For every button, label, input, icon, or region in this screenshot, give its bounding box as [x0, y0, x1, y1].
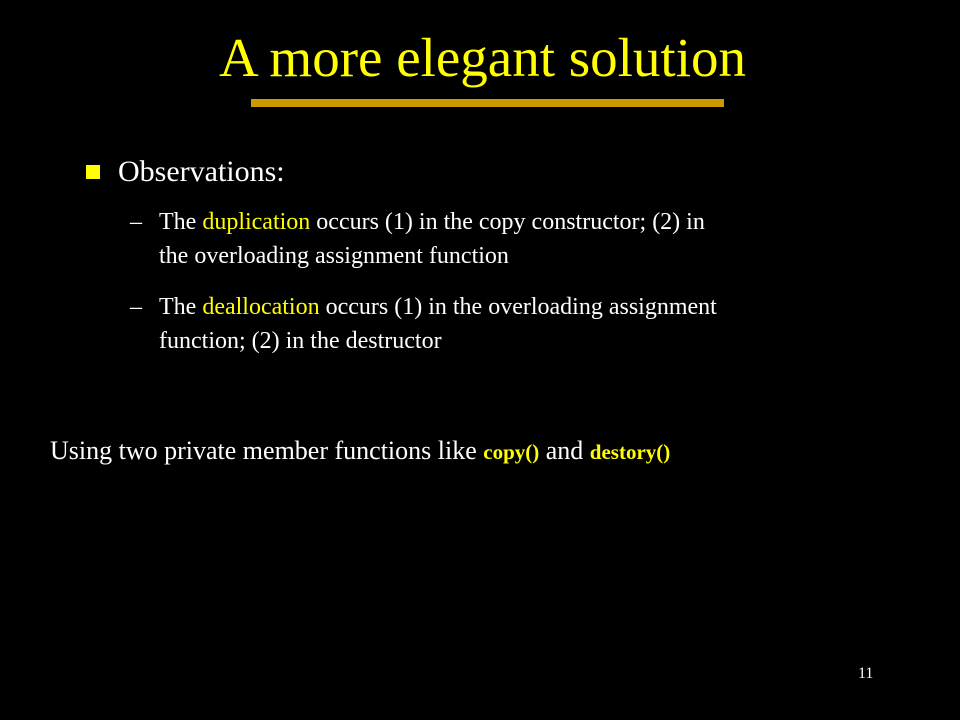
dash-marker: –: [130, 209, 142, 235]
title-underline: [251, 99, 724, 107]
text-segment: occurs (1) in the overloading assignment: [319, 294, 717, 320]
subbullet-line-1: [130, 290, 890, 324]
bullet-observations: [86, 153, 285, 191]
note-text: and: [539, 436, 590, 465]
subbullet-line-1: [130, 205, 890, 239]
slide-title: A more elegant solution: [219, 27, 746, 88]
text-segment: The: [159, 209, 203, 235]
code-destroy: destory(): [589, 440, 671, 464]
square-bullet-icon: [86, 165, 100, 179]
subbullet-deallocation: [130, 290, 890, 358]
highlight-term: duplication: [202, 209, 311, 235]
note-text: Using two private member functions like: [50, 436, 484, 465]
page-number: 11: [858, 665, 874, 682]
bullet-text: Observations:: [118, 155, 285, 188]
subbullet-line-2: function; (2) in the destructor: [159, 328, 442, 354]
text-segment: occurs (1) in the copy constructor; (2) in: [310, 209, 705, 235]
highlight-term: deallocation: [202, 294, 320, 320]
dash-marker: –: [130, 294, 142, 320]
text-segment: The: [159, 294, 203, 320]
subbullet-line-2: the overloading assignment function: [159, 243, 509, 269]
subbullet-duplication: [130, 205, 890, 273]
code-copy: copy(): [483, 440, 540, 464]
note-line: [50, 433, 670, 470]
